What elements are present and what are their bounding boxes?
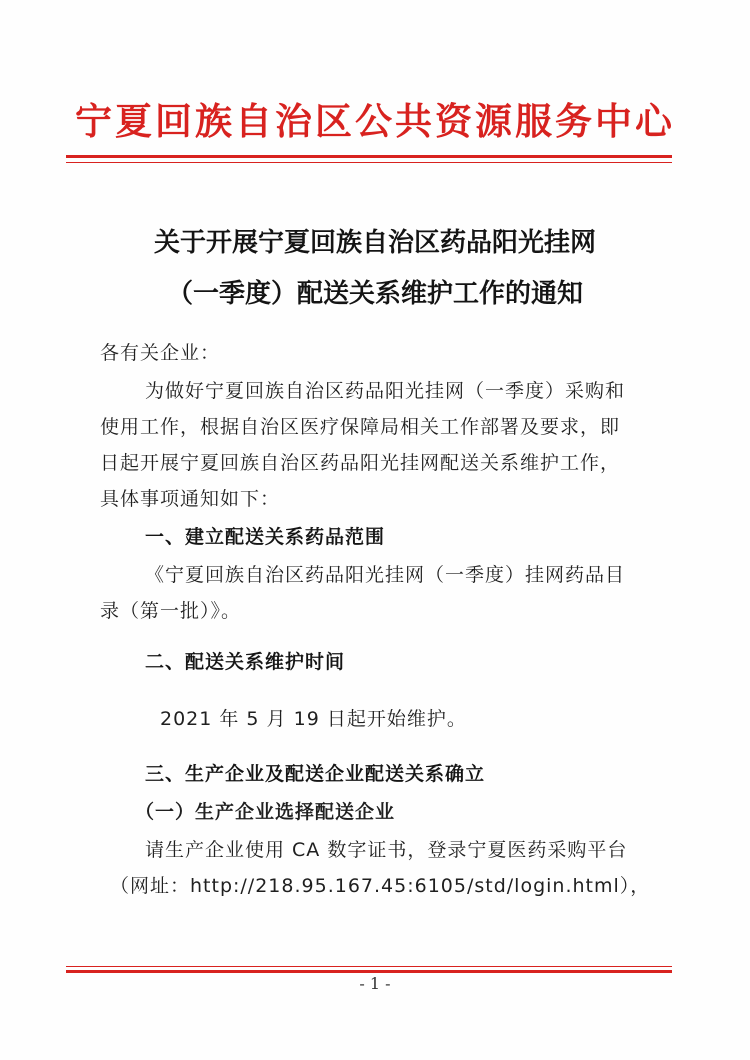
section-2-text: 2021 年 5 月 19 日起开始维护。	[160, 708, 467, 730]
header-rule-thin	[66, 162, 672, 163]
document-title-line-1: 关于开展宁夏回族自治区药品阳光挂网	[153, 228, 596, 258]
section-1-line-2: 录（第一批）》。	[100, 600, 242, 622]
agency-header: 宁夏回族自治区公共资源服务中心	[75, 99, 675, 143]
header-rule-thick	[66, 155, 672, 158]
footer-rule-thick	[66, 970, 672, 973]
page-number: - 1 -	[359, 974, 391, 993]
section-3-line-2: （网址：http://218.95.167.45:6105/std/login.html），	[110, 875, 651, 897]
section-1-heading: 一、建立配送关系药品范围	[145, 526, 386, 548]
salutation: 各有关企业：	[100, 342, 221, 364]
section-2-heading: 二、配送关系维护时间	[145, 651, 346, 673]
document-title-line-2: （一季度）配送关系维护工作的通知	[166, 279, 583, 309]
section-3-subheading: （一）生产企业选择配送企业	[135, 801, 396, 823]
footer-rule-thin	[66, 966, 672, 967]
section-3-line-1: 请生产企业使用 CA 数字证书，登录宁夏医药采购平台	[145, 839, 628, 861]
intro-line-3: 日起开展宁夏回族自治区药品阳光挂网配送关系维护工作，	[100, 452, 621, 474]
intro-line-1: 为做好宁夏回族自治区药品阳光挂网（一季度）采购和	[145, 380, 626, 402]
intro-line-4: 具体事项通知如下：	[100, 488, 281, 510]
intro-line-2: 使用工作，根据自治区医疗保障局相关工作部署及要求，即	[100, 416, 621, 438]
section-3-heading: 三、生产企业及配送企业配送关系确立	[145, 763, 486, 785]
section-1-line-1: 《宁夏回族自治区药品阳光挂网（一季度）挂网药品目	[145, 564, 626, 586]
